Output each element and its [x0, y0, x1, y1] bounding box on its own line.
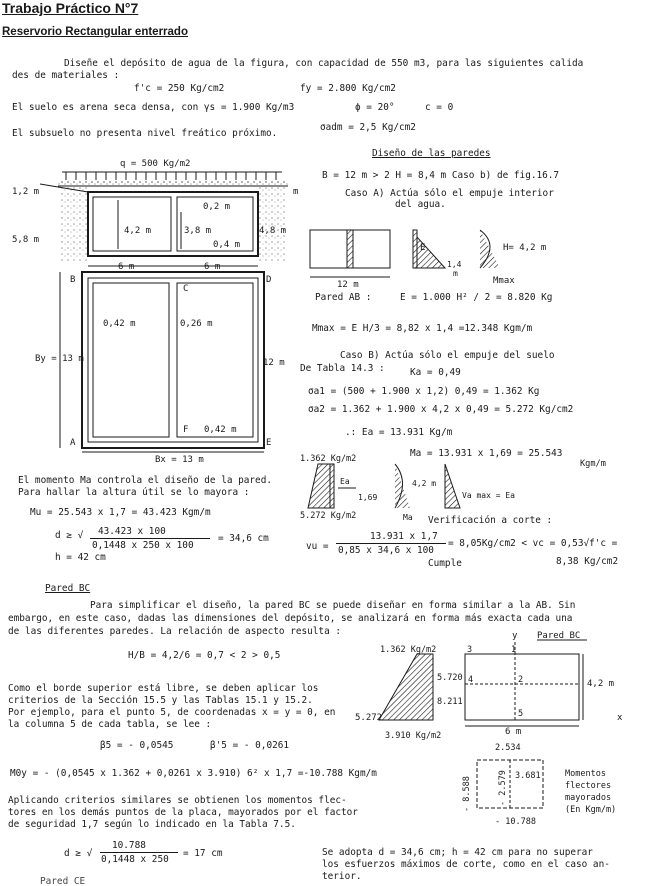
point-C: C	[183, 284, 189, 294]
dim-4-8m: 4,8 m	[259, 226, 287, 236]
moments-label-1: Momentos	[565, 769, 606, 779]
point-D: D	[266, 275, 272, 285]
vu-denominator: 0,85 x 34,6 x 100	[338, 545, 434, 556]
case-b: Caso B) Actúa sólo el empuje del suelo	[340, 350, 555, 361]
beta-5-prime: β'5 = - 0,0261	[210, 740, 290, 751]
vu-label: vu =	[306, 541, 329, 552]
moment-8588: - 8.588	[462, 776, 472, 812]
page-subtitle: Reservorio Rectangular enterrado	[2, 26, 188, 38]
vu-numerator: 13.931 x 1,7	[370, 531, 438, 542]
axis-x: x	[617, 713, 623, 723]
vc-value: 8,38 Kg/cm2	[556, 556, 619, 567]
tank-plan-figure	[0, 260, 300, 465]
page-title: Trabajo Práctico N°7	[2, 0, 139, 16]
dim-1-4: 1,4	[447, 260, 462, 269]
dim-1-69: 1,69	[358, 493, 378, 502]
ma-equation: Ma = 13.931 x 1,69 = 25.543	[410, 448, 563, 459]
value-5720: 5.720	[437, 673, 463, 683]
bc-c1: Como el borde superior está libre, se deben aplicar los	[8, 683, 319, 694]
intro-fc: f'c = 250 Kg/cm2	[134, 83, 225, 94]
ground-layer	[58, 180, 288, 186]
dim-12m: 12 m	[263, 358, 285, 368]
dim-4-2m: 4,2 m	[124, 226, 152, 236]
cumple: Cumple	[428, 558, 462, 569]
point-B: B	[70, 275, 76, 285]
h-result: h = 42 cm	[55, 552, 106, 563]
bc-a1: Aplicando criterios similares se obtienen los momentos flec-	[8, 795, 347, 806]
moments-label-4: (En Kgm/m)	[565, 805, 617, 815]
sigma-a1: σa1 = (500 + 1.900 x 1,2) 0,49 = 1.362 Kg	[308, 386, 540, 397]
case-a: Caso A) Actúa sólo el empuje interior	[345, 188, 554, 199]
beta-5: β5 = - 0,0545	[100, 740, 174, 751]
d-result: = 34,6 cm	[218, 533, 269, 544]
label-ma: Ma	[403, 513, 413, 522]
dim-0-42m-b: 0,42 m	[204, 425, 237, 435]
final-1: Se adopta d = 34,6 cm; h = 42 cm para no superar	[322, 847, 593, 858]
vu-result: = 8,05Kg/cm2 < vc = 0,53√f'c =	[448, 538, 618, 549]
axis-y: y	[512, 631, 518, 641]
sigma-a2: σa2 = 1.362 + 1.900 x 4,2 x 0,49 = 5.272 Kg/cm2	[308, 404, 574, 415]
node-2: 2	[518, 675, 524, 685]
final-2: los esfuerzos máximos de corte, como en el caso an-	[322, 859, 610, 870]
bc-dim-4-2m: 4,2 m	[587, 679, 615, 689]
dim-m: m	[293, 187, 299, 197]
bc-p2: embargo, en este caso, dadas las dimensiones del depósito, se analizará en forma más exacta cada una	[8, 613, 573, 624]
d2-result: = 17 cm	[183, 848, 223, 859]
bc-p1: Para simplificar el diseño, la pared BC se puede diseñar en forma similar a la AB. Sin	[90, 600, 576, 611]
ma-unit: Kgm/m	[580, 459, 606, 469]
node-5: 5	[518, 709, 524, 719]
label-vamax: Va max = Ea	[462, 491, 515, 500]
moments-figure	[455, 740, 645, 830]
m0y-equation: M0y = - (0,0545 x 1.362 + 0,0261 x 3.910) 6² x 1,7 =-10.788 Kgm/m	[10, 768, 377, 779]
walls-heading: Diseño de las paredes	[372, 148, 491, 159]
aspect-ratio: H/B = 4,2/6 = 0,7 < 2 > 0,5	[128, 650, 281, 661]
moment-line-1: El momento Ma controla el diseño de la pared.	[18, 475, 272, 486]
intro-line-1: Diseñe el depósito de agua de la figura, con capacidad de 550 m3, para las siguientes calida	[64, 58, 584, 69]
point-F: F	[183, 425, 189, 435]
moment-3681: 3.681	[515, 771, 541, 781]
intro-line-2: des de materiales :	[12, 70, 120, 81]
dim-0-4m: 0,4 m	[213, 240, 241, 250]
d2-denominator: 0,1448 x 250	[101, 854, 169, 865]
d2-label: d ≥ √	[64, 848, 93, 859]
intro-water: El subsuelo no presenta nivel freático próximo.	[12, 128, 278, 139]
dim-5-8m: 5,8 m	[12, 235, 40, 245]
moment-2534: 2.534	[495, 743, 521, 753]
bc-p3: de las diferentes paredes. La relación de aspecto resulta :	[8, 626, 342, 637]
intro-soil: El suelo es arena seca densa, con γs = 1.900 Kg/m3	[12, 102, 295, 113]
load-arrows	[66, 172, 276, 180]
bc-pressure-3910: 3.910 Kg/m2	[385, 731, 442, 741]
label-ea: Ea	[340, 477, 350, 486]
moment-line-2: Para hallar la altura útil se lo mayora :	[18, 487, 250, 498]
tank-section-figure	[0, 150, 300, 275]
dim-6m-left: 6 m	[118, 262, 135, 272]
vu-fraction-line	[336, 543, 446, 544]
e-equation: E = 1.000 H² / 2 = 8.820 Kg	[400, 292, 553, 303]
bc-heading: Pared BC	[45, 583, 91, 594]
pressure-1362: 1.362 Kg/m2	[300, 454, 357, 464]
walls-ratio: B = 12 m > 2 H = 8,4 m Caso b) de fig.16.7	[322, 170, 560, 181]
ea-result: .: Ea = 13.931 Kg/m	[345, 427, 453, 438]
label-E: E	[420, 243, 426, 253]
d-label: d ≥ √	[55, 530, 84, 541]
dim-0-26m: 0,26 m	[180, 319, 213, 329]
moment-10788: - 10.788	[495, 817, 536, 827]
intro-sigma: σadm = 2,5 Kg/cm2	[320, 122, 416, 133]
bc-c3: Por ejemplo, para el punto 5, de coordenadas x = y = 0, en	[8, 707, 336, 718]
dim-1-2m: 1,2 m	[12, 187, 40, 197]
tabla: De Tabla 14.3 :	[300, 363, 385, 374]
d2-numerator: 10.788	[112, 840, 146, 851]
load-label: q = 500 Kg/m2	[120, 159, 191, 169]
d-fraction-line	[90, 538, 210, 539]
d-denominator: 0,1448 x 250 x 100	[92, 540, 194, 551]
dim-bx: Bx = 13 m	[155, 455, 204, 465]
final-3: terior.	[322, 871, 362, 882]
bc-a2: tores en los demás puntos de la placa, mayorados por el factor	[8, 807, 358, 818]
dim-0-2m: 0,2 m	[203, 202, 231, 212]
case-a-2: del agua.	[395, 199, 446, 210]
bc-pressure-1362: 1.362 Kg/m2	[380, 645, 437, 655]
dim-3-8m: 3,8 m	[184, 226, 212, 236]
dim-H: H= 4,2 m	[503, 243, 547, 253]
mu-equation: Mu = 25.543 x 1,7 = 43.423 Kgm/m	[30, 507, 211, 518]
label-mmax: Mmax	[493, 276, 515, 286]
value-8211: 8.211	[437, 697, 463, 707]
dim-m-a: m	[453, 269, 458, 278]
bc-figure-title: Pared BC	[537, 631, 581, 641]
moments-label-2: flectores	[565, 781, 612, 791]
moment-2579: - 2.579	[498, 770, 508, 806]
bc-c2: criterios de la Sección 15.5 y las Tablas 15.1 y 15.2.	[8, 695, 313, 706]
node-4: 4	[468, 675, 474, 685]
pressure-5272: 5.272 Kg/m2	[300, 511, 357, 521]
dim-4-2m-b: 4,2 m	[412, 479, 437, 488]
node-3: 3	[467, 645, 473, 655]
bc-pressure-5272: 5.272	[355, 713, 383, 723]
point-E: E	[266, 438, 272, 448]
plan-outer-wall	[82, 272, 264, 448]
bc-pressure-diagram	[379, 654, 433, 720]
next-section-cut: Pared CE	[40, 876, 86, 886]
intro-phi: ϕ = 20°	[355, 102, 395, 113]
case-a-figure	[305, 225, 555, 290]
d2-fraction-line	[100, 852, 178, 853]
bc-c4: la columna 5 de cada tabla, se lee :	[8, 719, 212, 730]
intro-fy: fy = 2.800 Kg/cm2	[300, 83, 396, 94]
bc-wall-figure	[355, 628, 645, 741]
shear-verify: Verificación a corte :	[428, 515, 553, 526]
ka: Ka = 0,49	[410, 367, 461, 378]
dim-0-42m-a: 0,42 m	[103, 319, 136, 329]
pared-ab: Pared AB :	[315, 292, 372, 303]
point-A: A	[70, 438, 76, 448]
node-1: 1	[511, 645, 517, 655]
bc-dim-6m: 6 m	[505, 727, 522, 737]
moments-label-3: mayorados	[565, 793, 612, 803]
bc-a3: de seguridad 1,7 según lo indicado en la Tabla 7.5.	[8, 819, 296, 830]
dim-by: By = 13 m	[35, 354, 84, 364]
dim-12m-a: 12 m	[337, 280, 359, 290]
d-numerator: 43.423 x 100	[98, 526, 166, 537]
mmax-equation: Mmax = E H/3 = 8,82 x 1,4 =12.348 Kgm/m	[312, 323, 533, 334]
case-b-figure	[300, 452, 520, 522]
intro-c: c = 0	[425, 102, 454, 113]
dim-6m-right: 6 m	[204, 262, 221, 272]
